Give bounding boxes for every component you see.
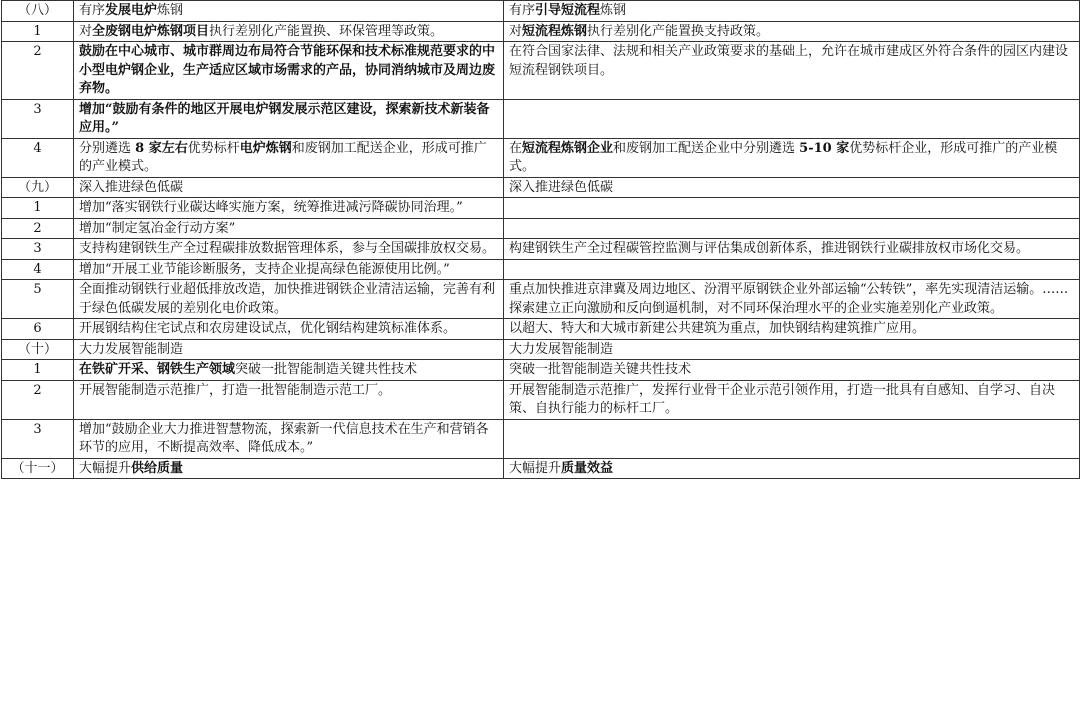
table-row: [2, 21, 1080, 42]
text: 分别遴选: [79, 140, 136, 156]
new-policy-cell: [74, 360, 504, 381]
text: 开展智能制造示范推广，发挥行业骨干企业示范引领作用，打造一批具有自感知、自学习、自决策、自执行能力的标杆工厂。: [509, 382, 1056, 416]
bold-text: 鼓励在中心城市、城市群周边布局符合节能环保和技术标准规范要求的中小型电炉钢企业，生产适应区域市场需求的产品，协同消纳城市及周边废弃物。: [79, 44, 496, 96]
table-row: [2, 360, 1080, 381]
text: 炼钢: [157, 3, 184, 18]
text: 增加“落实钢铁行业碳达峰实施方案，统筹推进减污降碳协同治理。”: [79, 200, 463, 215]
bold-text: 8 家左右: [135, 140, 188, 156]
bold-text: 增加“鼓励有条件的地区开展电炉钢发展示范区建设，探索新技术新装备应用。”: [79, 101, 490, 135]
bold-text: 5-10 家: [799, 140, 850, 156]
item-number: 1: [2, 360, 74, 381]
item-number: 1: [2, 198, 74, 219]
table-row: [2, 198, 1080, 219]
text: 炼钢: [600, 3, 627, 18]
text: 开展智能制造示范推广，打造一批智能制造示范工厂。: [79, 382, 392, 398]
new-policy-cell: [74, 239, 504, 260]
text: 和废钢加工配送企业中分别遴选: [613, 140, 800, 156]
old-policy-cell: [504, 239, 1080, 260]
old-policy-cell: [504, 259, 1080, 280]
old-policy-cell: [504, 1, 1080, 22]
bold-text: 短流程炼钢企业: [522, 140, 614, 156]
item-number: 3: [2, 239, 74, 260]
text: 以超大、特大和大城市新建公共建筑为重点，加快钢结构建筑推广应用。: [509, 321, 926, 336]
item-number: 4: [2, 259, 74, 280]
table-row: [2, 218, 1080, 239]
text: 在: [509, 140, 523, 156]
table-row: [2, 239, 1080, 260]
table-row: [2, 99, 1080, 138]
new-policy-cell: [74, 138, 504, 177]
text: 开展钢结构住宅试点和农房建设试点，优化钢结构建筑标准体系。: [79, 321, 457, 336]
old-policy-cell: [504, 458, 1080, 479]
table-body: [2, 1, 1080, 479]
text: 大幅提升: [509, 460, 562, 476]
new-policy-cell: [74, 42, 504, 100]
old-policy-cell: [504, 280, 1080, 319]
section-header-row: [2, 177, 1080, 198]
text: 大力发展智能制造: [509, 341, 614, 357]
bold-text: 电炉炼钢: [239, 140, 292, 156]
text: 对: [509, 23, 523, 39]
text: 突破一批智能制造关键共性技术: [235, 362, 418, 377]
old-policy-cell: [504, 198, 1080, 219]
item-number: 1: [2, 21, 74, 42]
table-row: [2, 259, 1080, 280]
policy-comparison-table: [1, 0, 1080, 479]
old-policy-cell: [504, 21, 1080, 42]
text: 执行差别化产能置换支持政策。: [587, 23, 770, 39]
item-number: 3: [2, 419, 74, 458]
bold-text: 短流程炼钢: [522, 23, 588, 39]
table-row: [2, 419, 1080, 458]
new-policy-cell: [74, 177, 504, 198]
table-row: [2, 280, 1080, 319]
text: 大力发展智能制造: [79, 341, 184, 357]
new-policy-cell: [74, 339, 504, 360]
item-number: 2: [2, 42, 74, 100]
text: 构建钢铁生产全过程碳管控监测与评估集成创新体系，推进钢铁行业碳排放权市场化交易。: [509, 241, 1030, 256]
item-number: （十一）: [2, 458, 74, 479]
text: 和废钢加工配送企业，形成可推广的产业模式。: [79, 140, 487, 174]
new-policy-cell: [74, 198, 504, 219]
text: 增加“开展工业节能诊断服务，支持企业提高绿色能源使用比例。”: [79, 261, 450, 277]
table-row: [2, 42, 1080, 100]
bold-text: 引导短流程: [535, 3, 601, 18]
old-policy-cell: [504, 177, 1080, 198]
section-header-row: [2, 1, 1080, 22]
text: 深入推进绿色低碳: [79, 179, 184, 195]
table-row: [2, 138, 1080, 177]
text: 重点加快推进京津冀及周边地区、汾渭平原钢铁企业外部运输“公转铁”，率先实现清洁运输。……探索建立正向激励和反向倒逼机制，对不同环保治理水平的企业实施差别化产业政策。: [509, 282, 1069, 316]
bold-text: 在铁矿开采、钢铁生产领域: [79, 362, 236, 377]
new-policy-cell: [74, 280, 504, 319]
old-policy-cell: [504, 419, 1080, 458]
new-policy-cell: [74, 99, 504, 138]
new-policy-cell: [74, 1, 504, 22]
text: 有序: [79, 3, 106, 18]
new-policy-cell: [74, 319, 504, 340]
old-policy-cell: [504, 99, 1080, 138]
item-number: 2: [2, 380, 74, 419]
old-policy-cell: [504, 218, 1080, 239]
text: 支持构建钢铁生产全过程碳排放数据管理体系，参与全国碳排放权交易。: [79, 241, 496, 256]
text: 深入推进绿色低碳: [509, 179, 614, 195]
text: 对: [79, 23, 93, 39]
new-policy-cell: [74, 21, 504, 42]
text: 在符合国家法律、法规和相关产业政策要求的基础上，允许在城市建成区外符合条件的园区内建设短流程钢铁项目。: [509, 44, 1069, 78]
bold-text: 全废钢电炉炼钢项目: [92, 23, 210, 39]
old-policy-cell: [504, 319, 1080, 340]
text: 增加“鼓励企业大力推进智慧物流，探索新一代信息技术在生产和营销各环节的应用，不断提高效率、降低成本。”: [79, 421, 489, 455]
text: 突破一批智能制造关键共性技术: [509, 362, 692, 377]
bold-text: 供给质量: [131, 460, 184, 476]
new-policy-cell: [74, 458, 504, 479]
text: 优势标杆企业，形成可推广的产业模式。: [509, 140, 1058, 174]
old-policy-cell: [504, 380, 1080, 419]
item-number: 6: [2, 319, 74, 340]
table-row: [2, 319, 1080, 340]
text: 增加“制定氢冶金行动方案”: [79, 220, 236, 236]
old-policy-cell: [504, 339, 1080, 360]
item-number: （十）: [2, 339, 74, 360]
item-number: 3: [2, 99, 74, 138]
section-header-row: [2, 339, 1080, 360]
new-policy-cell: [74, 218, 504, 239]
old-policy-cell: [504, 138, 1080, 177]
new-policy-cell: [74, 259, 504, 280]
section-header-row: [2, 458, 1080, 479]
item-number: 4: [2, 138, 74, 177]
table-row: [2, 380, 1080, 419]
text: 有序: [509, 3, 536, 18]
item-number: （八）: [2, 1, 74, 22]
item-number: 2: [2, 218, 74, 239]
item-number: （九）: [2, 177, 74, 198]
new-policy-cell: [74, 380, 504, 419]
old-policy-cell: [504, 360, 1080, 381]
text: 全面推动钢铁行业超低排放改造，加快推进钢铁企业清洁运输，完善有利于绿色低碳发展的差别化电价政策。: [79, 282, 496, 316]
bold-text: 发展电炉: [105, 3, 158, 18]
old-policy-cell: [504, 42, 1080, 100]
text: 执行差别化产能置换、环保管理等政策。: [209, 23, 444, 39]
new-policy-cell: [74, 419, 504, 458]
text: 优势标杆: [187, 140, 240, 156]
bold-text: 质量效益: [561, 460, 614, 476]
item-number: 5: [2, 280, 74, 319]
text: 大幅提升: [79, 460, 132, 476]
